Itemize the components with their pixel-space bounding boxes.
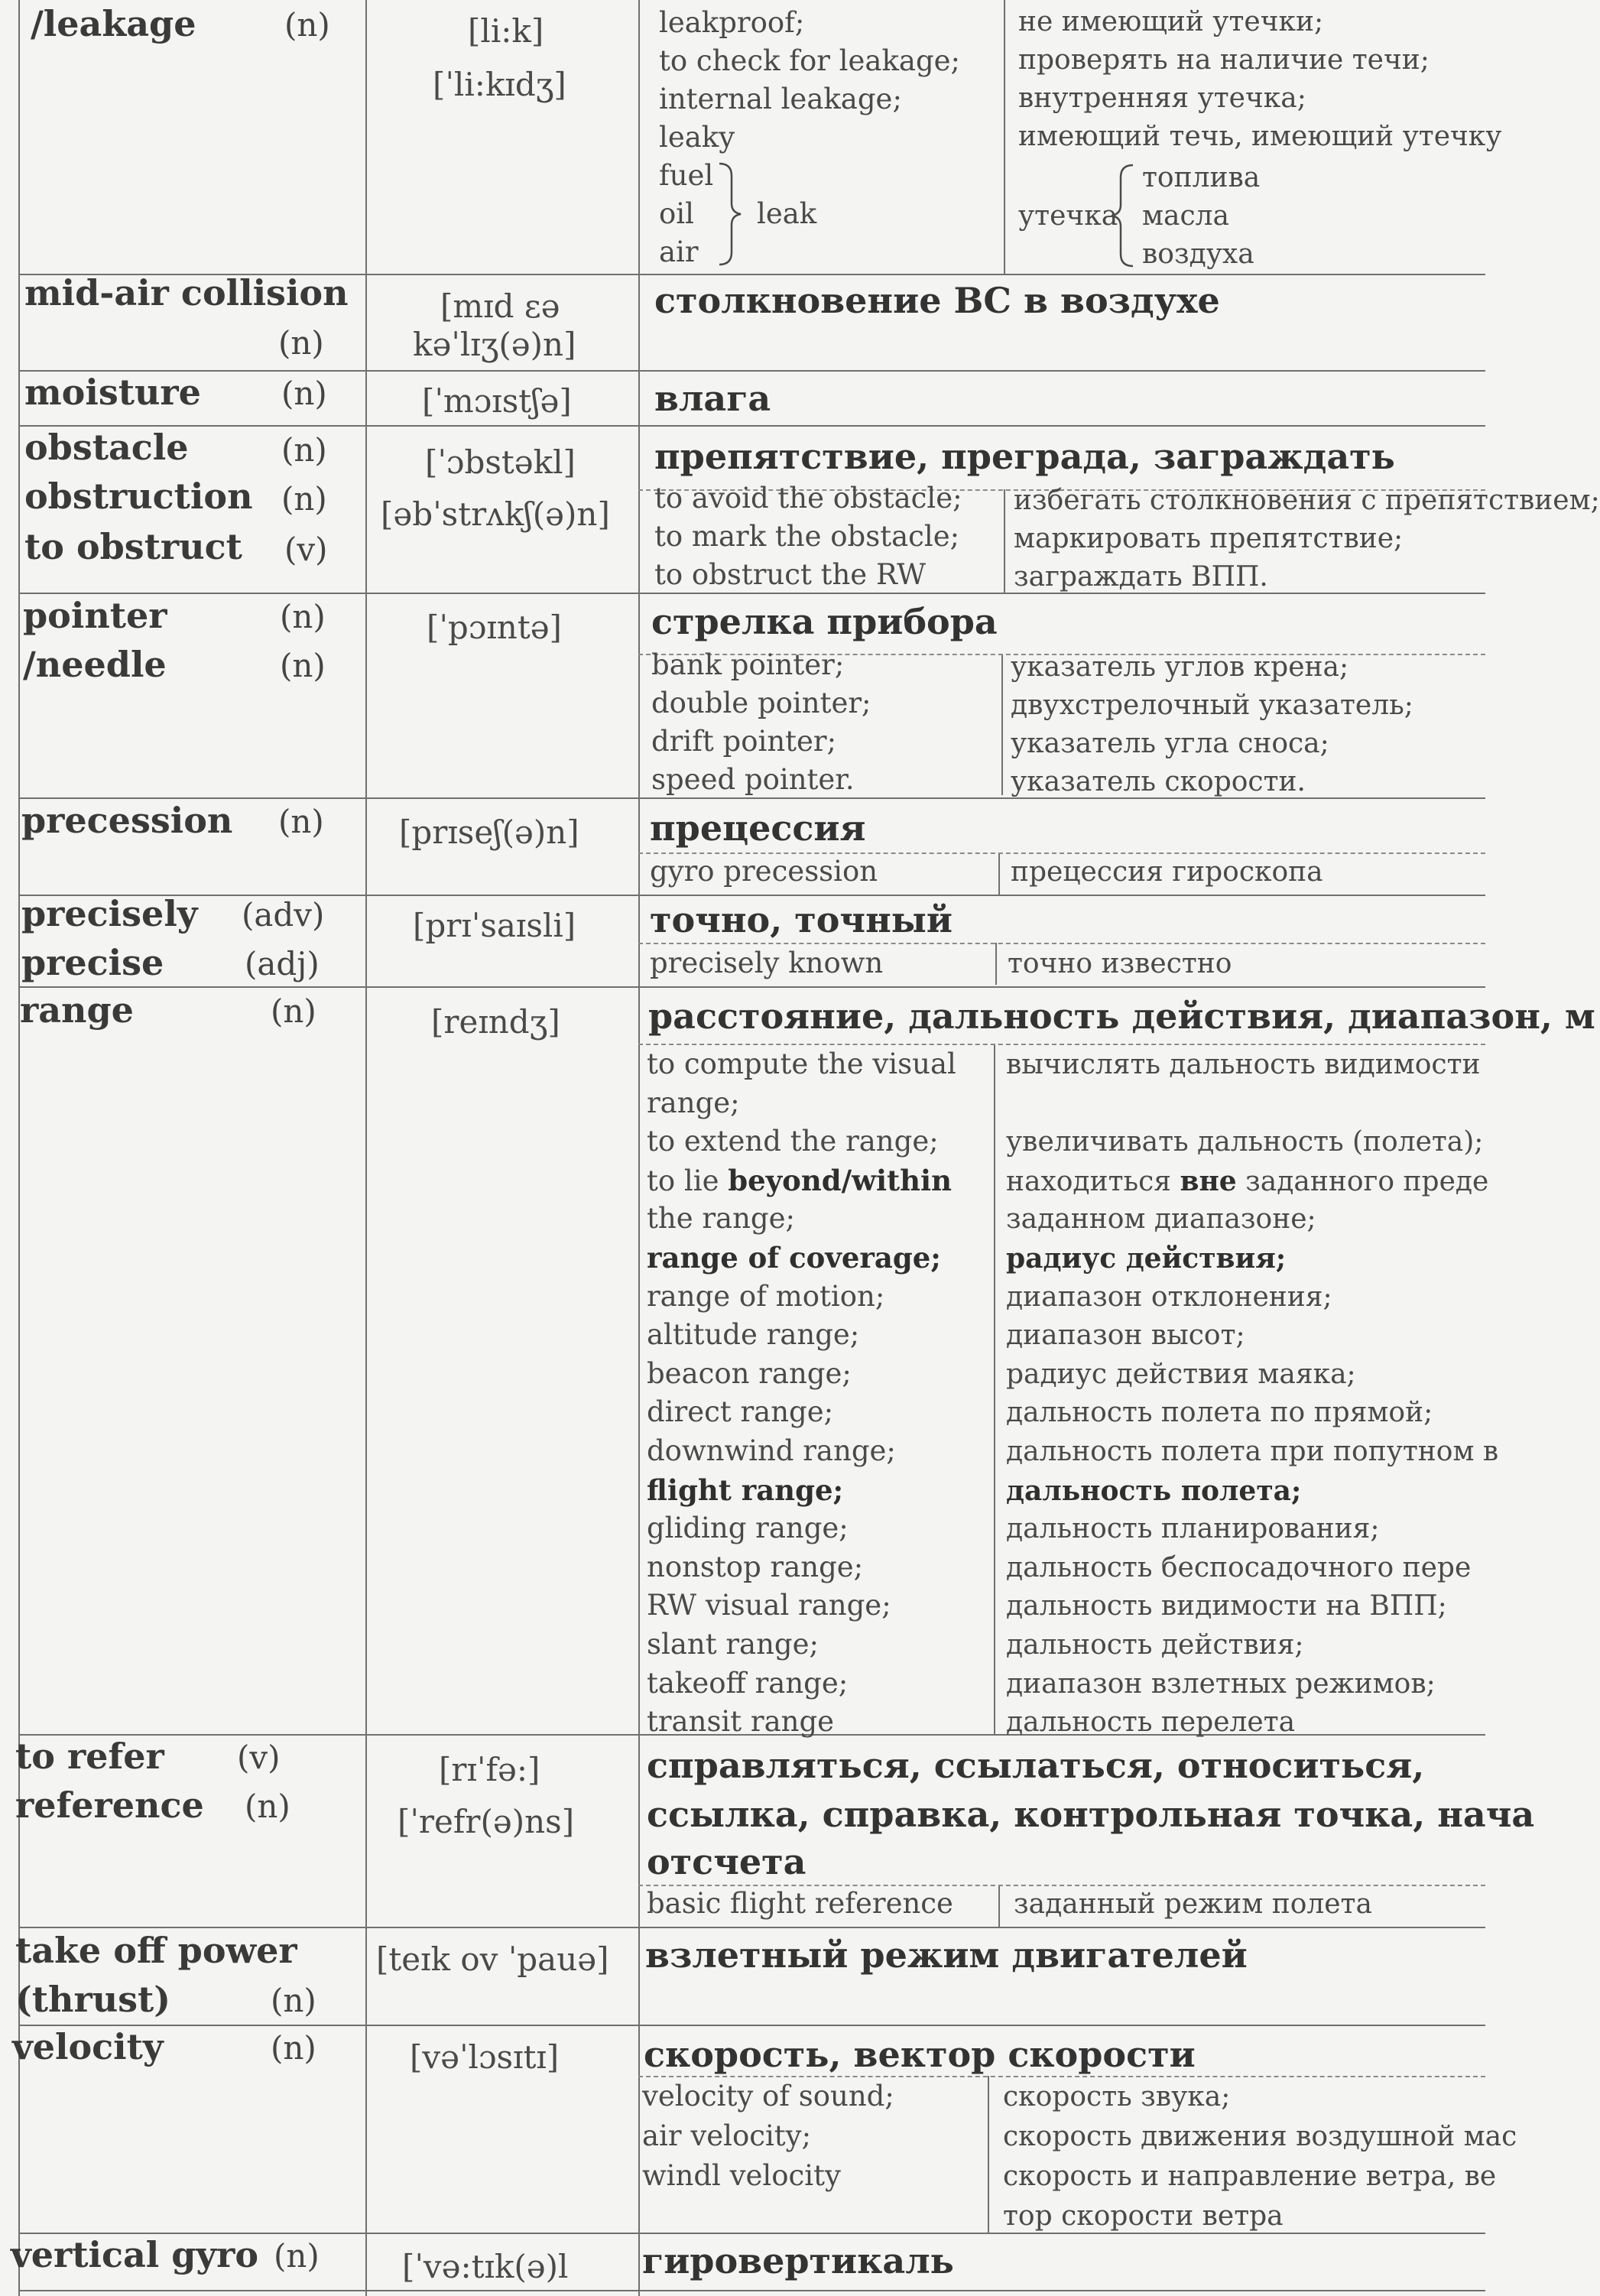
term-word: /leakage [31,3,196,44]
brace-word-ru: утечка [1018,200,1118,232]
example-en: the range; [647,1202,795,1235]
example-en: range of motion; [647,1280,885,1313]
sub-divider [1004,489,1005,593]
main-translation: скорость, вектор скорости [644,2034,1196,2075]
example-en: range; [647,1086,740,1119]
part-of-speech: (n) [245,1788,290,1825]
example-en: basic flight reference [647,1887,953,1920]
main-translation: ссылка, справка, контрольная точка, нача [647,1794,1535,1835]
example-en: slant range; [647,1628,819,1661]
term-word: precisely [21,893,198,934]
part-of-speech: (v) [284,531,328,568]
example-en: takeoff range; [647,1667,849,1700]
example-ru: имеющий течь, имеющий утечку [1018,121,1502,152]
part-of-speech: (n) [278,803,324,840]
example-en: gyro precession [650,855,878,888]
main-translation: стрелка прибора [651,601,998,642]
part-of-speech: (n) [281,480,327,518]
phonetic: [prɪseʃ(ə)n] [399,814,579,851]
sub-divider [994,1044,995,1734]
part-of-speech: (n) [271,1982,316,2019]
example-ru: дальность полета по прямой; [1006,1397,1433,1428]
brace-icon [715,161,745,268]
part-of-speech: (adv) [242,896,325,934]
term-word: reference [15,1785,204,1826]
example-en: to check for leakage; [659,44,960,77]
term-word: to refer [15,1736,164,1777]
part-of-speech: (n) [280,647,326,684]
example-ru: вычислять дальность видимости [1006,1049,1481,1080]
example-en: RW visual range; [647,1589,891,1622]
example-ru: дальность видимости на ВПП; [1006,1590,1447,1622]
sub-divider [998,1885,1000,1927]
main-translation: точно, точный [650,899,953,940]
phonetic: [teɪk ov ˈpauə] [376,1940,609,1978]
part-of-speech: (n) [278,324,324,362]
sub-divider-dashed [638,2076,1485,2077]
example-ru: скорость движения воздушной мас [1003,2121,1517,2152]
example-en: direct range; [647,1395,834,1428]
main-translation: отсчета [647,1841,806,1882]
example-ru: дальность беспосадочного пере [1006,1552,1472,1583]
sub-divider-dashed [638,943,1485,944]
example-ru: двухстрелочный указатель; [1011,690,1413,721]
example-en: leaky [659,121,735,154]
example-en: gliding range; [647,1512,849,1544]
term-word: pointer [23,595,167,636]
term-word: precession [21,800,233,841]
example-en: to mark the obstacle; [654,520,960,553]
part-of-speech: (n) [274,2237,320,2275]
phonetic: [ˈrefr(ə)ns] [398,1803,575,1840]
main-translation: расстояние, дальность действия, диапазон, м [648,995,1595,1037]
example-en: internal leakage; [659,83,902,115]
part-of-speech: (n) [271,992,316,1030]
example-ru: внутренняя утечка; [1018,83,1306,114]
row-divider [18,895,1485,896]
brace-item-ru: топлива [1142,162,1261,193]
example-ru: дальность планирования; [1006,1513,1380,1544]
example-ru: заданном диапазоне; [1006,1203,1316,1235]
example-ru: дальность полета при попутном в [1006,1436,1499,1467]
brace-icon [1107,162,1138,269]
example-ru: точно известно [1008,948,1232,979]
example-ru: указатель углов крена; [1011,651,1349,683]
example-ru: заграждать ВПП. [1014,561,1268,593]
example-en: air velocity; [642,2119,812,2152]
example-ru: дальность перелета [1006,1707,1296,1738]
example-ru: диапазон высот; [1006,1320,1245,1351]
example-en: to extend the range; [647,1125,939,1158]
example-ru: указатель скорости. [1011,766,1306,797]
example-en: beacon range; [647,1357,852,1390]
example-ru: дальность полета; [1006,1475,1302,1507]
example-ru: скорость звука; [1003,2081,1231,2113]
phonetic: [ˈmɔɪstʃə] [422,382,572,420]
brace-word-en: leak [757,197,817,230]
main-translation: препятствие, преграда, заграждать [654,436,1395,477]
example-ru: заданный режим полета [1014,1888,1372,1920]
brace-item-en: oil [659,197,694,230]
example-ru: прецессия гироскопа [1011,856,1323,888]
example-ru: скорость и направление ветра, ве [1003,2161,1497,2192]
example-en: velocity of sound; [642,2080,894,2113]
example-en: range of coverage; [647,1241,941,1275]
sub-divider [1004,0,1005,275]
phonetic: [rɪˈfə:] [439,1751,540,1788]
brace-item-en: fuel [659,159,714,192]
sub-divider [995,943,997,985]
term-word: (thrust) [15,1979,171,2020]
part-of-speech: (n) [280,598,326,635]
brace-item-ru: масла [1142,200,1229,232]
main-translation: взлетный режим двигателей [645,1934,1248,1976]
example-ru: находиться вне заданного преде [1006,1165,1489,1197]
term-word: take off power [15,1930,297,1971]
part-of-speech: (n) [284,6,330,44]
main-translation: столкновение ВС в воздухе [654,280,1220,321]
phonetic: [ˈvə:tɪk(ə)l [402,2248,569,2285]
main-translation: влага [654,378,771,419]
phonetic: [reɪndʒ] [431,1003,560,1041]
column-divider-phonetic [638,0,640,2296]
example-en: speed pointer. [651,763,855,796]
term-word: vertical gyro [11,2234,259,2275]
example-ru: диапазон отклонения; [1006,1281,1332,1313]
example-en: windl velocity [642,2159,841,2192]
example-ru: диапазон взлетных режимов; [1006,1668,1436,1700]
example-en: flight range; [647,1473,844,1507]
example-en: to obstruct the RW [654,558,927,591]
column-divider-term [365,0,367,2296]
example-en: downwind range; [647,1434,896,1467]
phonetic: [ˈɔbstəkl] [425,443,576,481]
example-en: double pointer; [651,687,871,719]
row-divider [18,2025,1485,2026]
phonetic: [ˈpɔɪntə] [427,609,562,646]
example-en: precisely known [650,947,884,979]
row-divider [18,797,1485,799]
part-of-speech: (n) [281,431,327,469]
part-of-speech: (n) [281,375,327,412]
example-en: nonstop range; [647,1551,864,1583]
phonetic: [vəˈlɔsɪtɪ] [410,2038,560,2076]
brace-item-en: air [659,235,699,268]
example-ru: радиус действия; [1006,1242,1287,1275]
example-en: to avoid the obstacle; [654,482,962,515]
sub-divider [998,852,1000,895]
example-en: altitude range; [647,1318,860,1351]
phonetic: [li:k] [468,12,544,50]
term-word: moisture [24,372,201,413]
main-translation: справляться, ссылаться, относиться, [647,1745,1425,1786]
example-ru: не имеющий утечки; [1018,6,1324,37]
sub-divider [988,2076,989,2233]
example-en: leakproof; [659,6,805,39]
example-ru: радиус действия маяка; [1006,1359,1356,1390]
main-translation: прецессия [650,807,866,849]
row-divider [18,2290,1485,2291]
example-en: drift pointer; [651,725,837,758]
sub-divider-dashed [638,1885,1485,1886]
part-of-speech: (adj) [245,945,320,982]
example-en: transit range [647,1705,835,1738]
part-of-speech: (n) [271,2029,316,2067]
term-word: /needle [23,644,167,685]
phonetic: [mɪd ɛə [440,287,560,325]
main-translation: гировертикаль [642,2240,954,2281]
term-word: precise [21,942,164,983]
example-ru: указатель угла сноса; [1011,728,1329,759]
example-en: to lie beyond/within [647,1164,952,1197]
term-word: obstacle [24,427,189,468]
sub-divider-dashed [638,852,1485,854]
example-ru: маркировать препятствие; [1014,523,1404,554]
row-divider [18,986,1485,988]
sub-divider [1001,654,1003,795]
brace-item-ru: воздуха [1142,239,1254,270]
example-ru: тор скорости ветра [1003,2200,1284,2232]
phonetic: [prɪˈsaɪsli] [413,907,576,944]
row-divider [18,370,1485,372]
term-word: mid-air collision [24,272,349,313]
term-word: to obstruct [24,526,242,567]
example-en: to compute the visual [647,1047,956,1080]
phonetic: [əbˈstrʌkʃ(ə)n] [381,495,610,533]
term-word: velocity [12,2026,164,2067]
example-ru: увеличивать дальность (полета); [1006,1126,1484,1158]
example-ru: дальность действия; [1006,1629,1304,1661]
part-of-speech: (v) [237,1739,281,1776]
row-divider [18,425,1485,427]
phonetic: kəˈlɪʒ(ə)n] [413,326,576,363]
term-word: range [20,989,134,1031]
example-ru: избегать столкновения с препятствием; [1014,485,1600,516]
example-en: bank pointer; [651,648,845,681]
sub-divider-dashed [638,1044,1485,1045]
row-divider [18,593,1485,594]
phonetic: [ˈli:kɪdʒ] [433,66,566,103]
example-ru: проверять на наличие течи; [1018,44,1430,76]
term-word: obstruction [24,476,253,517]
row-divider [18,1927,1485,1928]
